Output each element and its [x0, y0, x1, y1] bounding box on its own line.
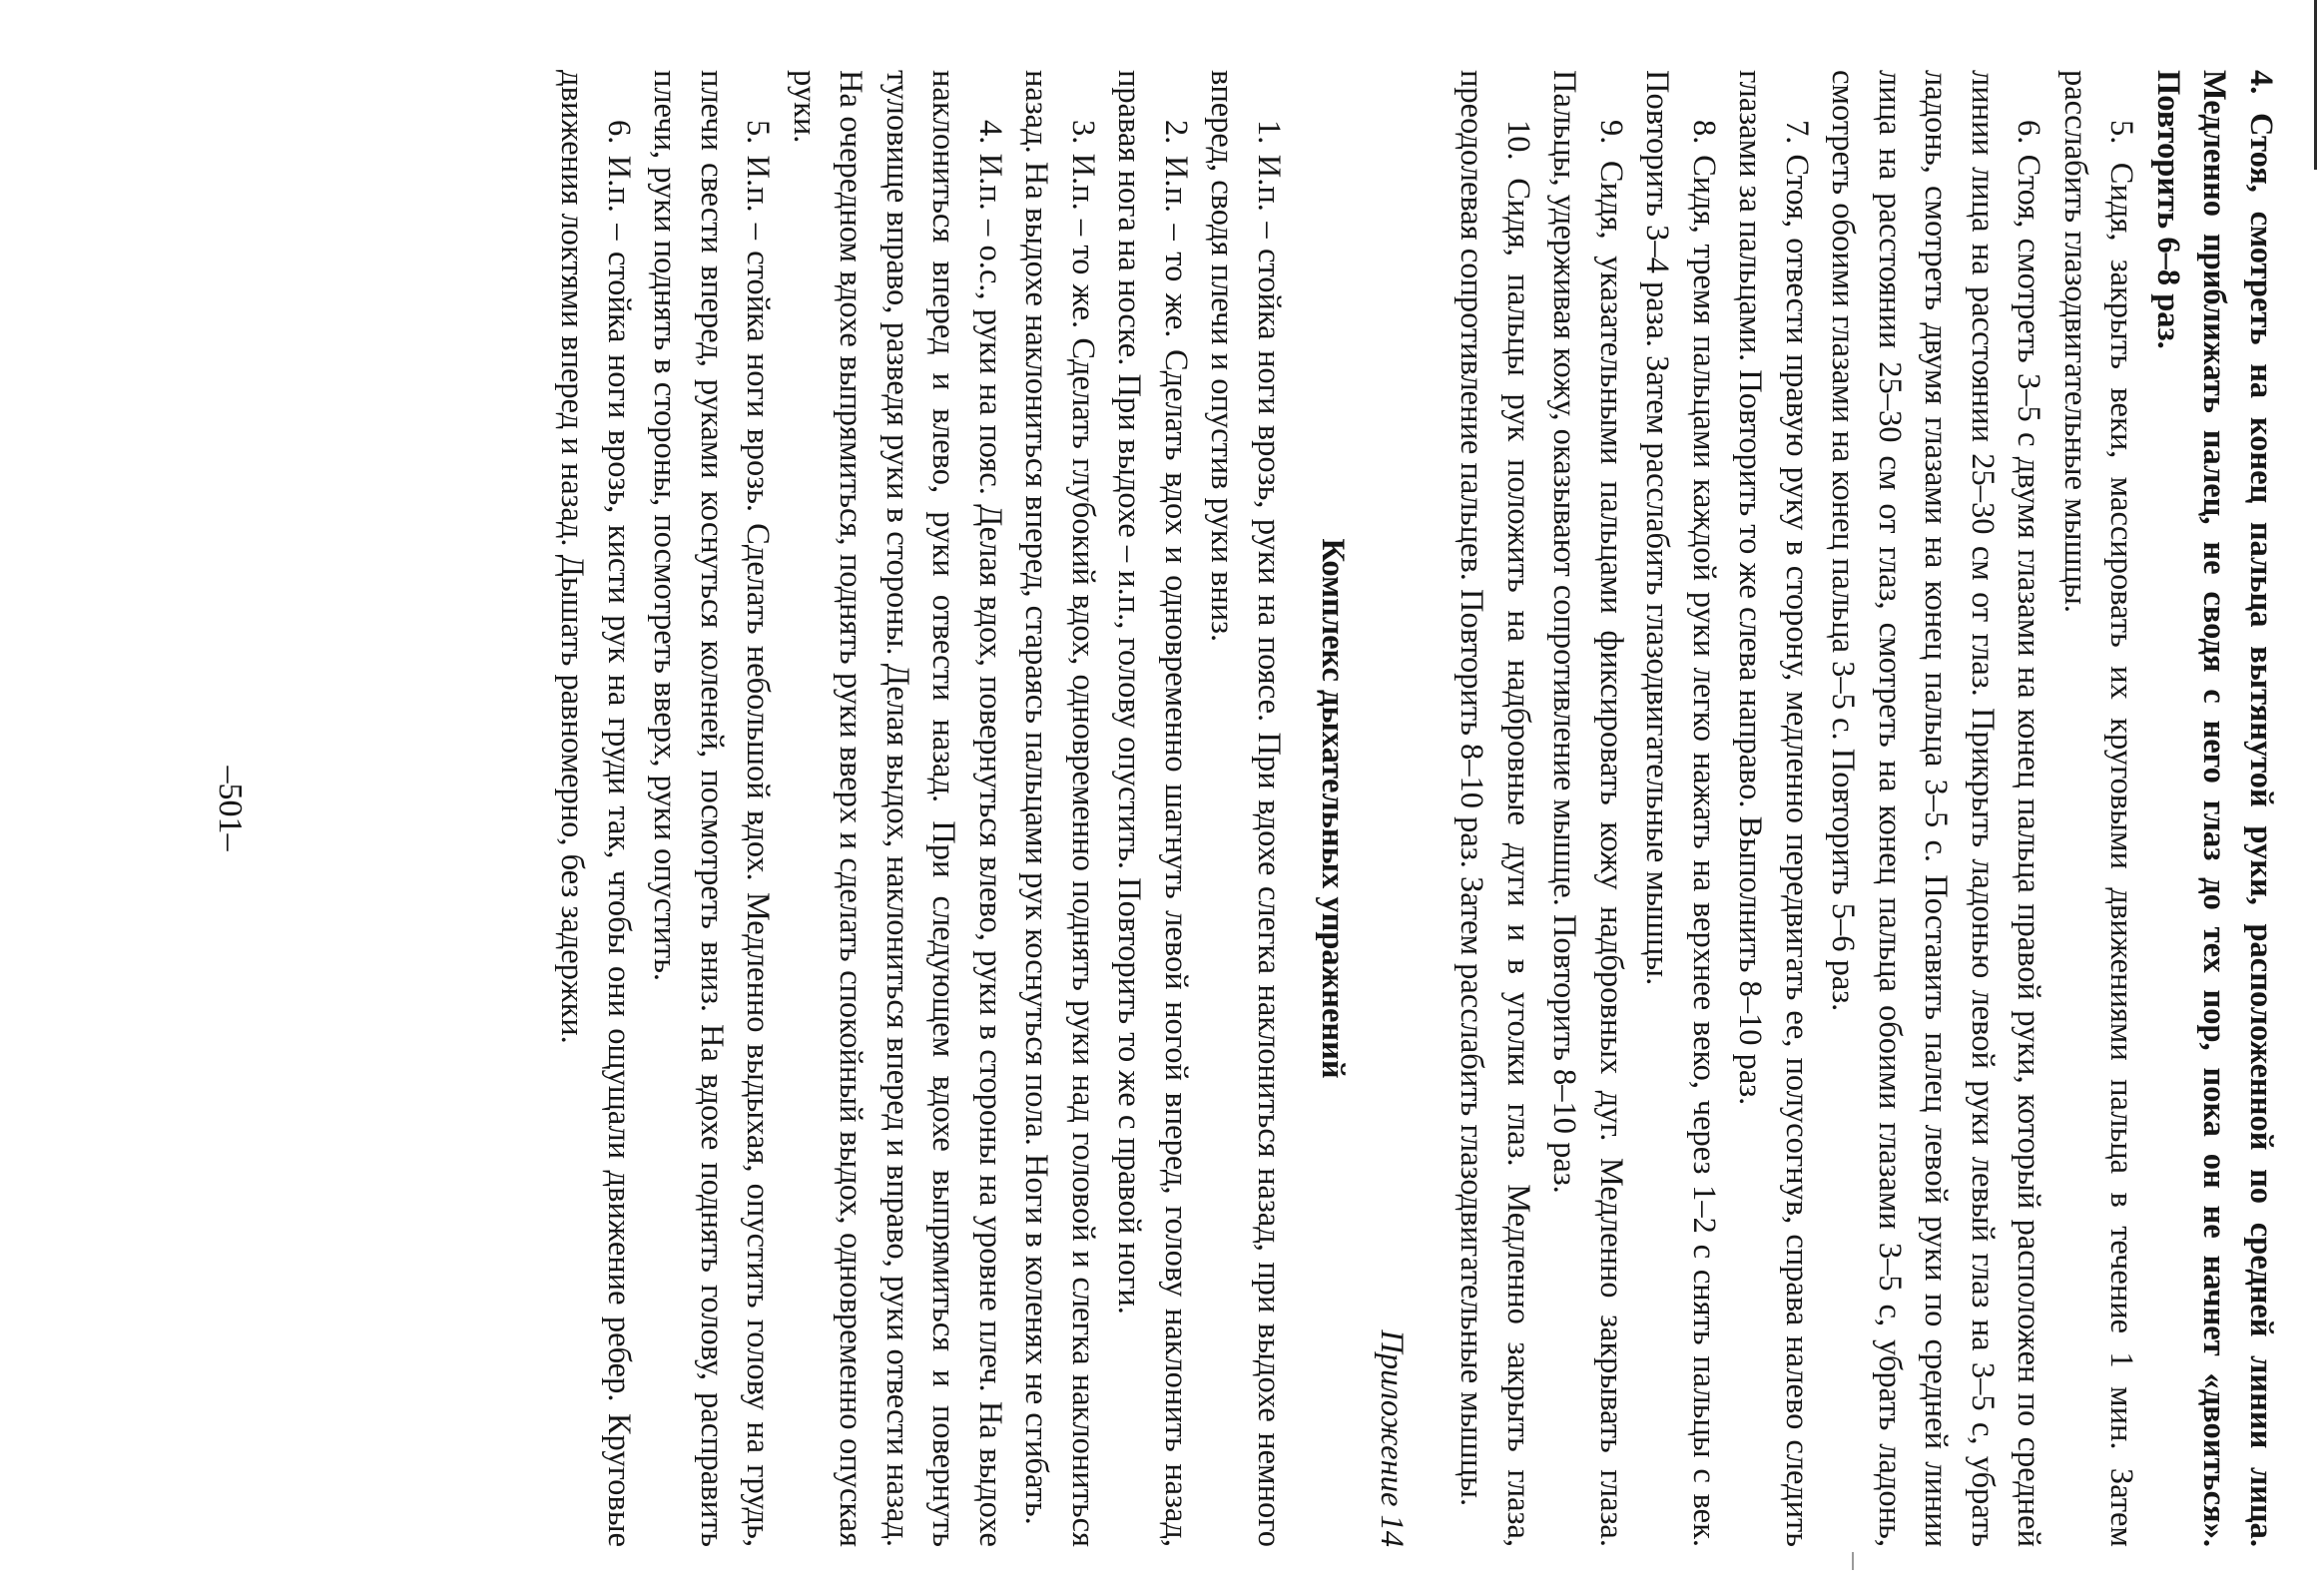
paragraph-exercise-4: 4. Стоя, смотреть на конец пальца вытянутой руки, расположенной по средней линии лица. Медленно приближать палец, не сводя с него глаз до тех пор, пока он не начнет «двоиться». Повторить 6–8 раз. — [2150, 70, 2279, 1547]
breathing-exercise-3: 3. И.п. – то же. Сделать глубокий вдох, одновременно поднять руки над головой и слегка наклониться назад. На выдохе наклониться вперед, стараясь пальцами рук коснуться пола. Ноги в коленях не сгибать. — [1018, 70, 1101, 1547]
paragraph-exercise-9: 9. Сидя, указательными пальцами фиксировать кожу надбровных дуг. Медленно закрывать глаза. Пальцы, удерживая кожу, оказывают сопротивление мышце. Повторить 8–10 раз. — [1546, 70, 1629, 1547]
page-number: –501– — [212, 766, 249, 851]
breathing-exercise-5: 5. И.п. – стойка ноги врозь. Сделать небольшой вдох. Медленно выдыхая, опустить голову на грудь, плечи свести вперед, руками коснуться коленей, посмотреть вниз. На вдохе поднять голову, расправить плечи, руки поднять в стороны, посмотреть вверх, руки опустить. — [647, 70, 777, 1547]
paragraph-exercise-8: 8. Сидя, тремя пальцами каждой руки легко нажать на верхнее веко, через 1–2 с снять пальцы с век. Повторить 3–4 раза. Затем расслабить глазодвигательные мышцы. — [1639, 70, 1722, 1547]
paragraph-exercise-6: 6. Стоя, смотреть 3–5 с двумя глазами на конец пальца правой руки, который расположен по средней линии лица на расстоянии 25–30 см от глаз. Прикрыть ладонью левой руки левый глаз на 3–5 с, убрать ладонь, смотреть двумя глазами на конец пальца 3–5 с. Поставить палец левой руки по средней линии лица на расстоянии 25–30 см от глаз, смотреть на конец пальца обоими глазами 3–5 с, убрать ладонь, смотреть обоими глазами на конец пальца 3–5 с. Повторить 5–6 раз. — [1825, 70, 2047, 1547]
breathing-exercise-1: 1. И.п. – стойка ноги врозь, руки на поясе. При вдохе слегка наклониться назад, при выдохе немного вперед, сводя плечи и опустив руки вниз. — [1204, 70, 1287, 1547]
rotated-page-body — [108, 70, 2284, 1547]
page-edge-shadow — [2314, 0, 2317, 170]
paragraph-exercise-7: 7. Стоя, отвести правую руку в сторону, медленно передвигать ее, полусогнув, справа налево следить глазами за пальцами. Повторить то же слева направо. Выполнить 8–10 раз. — [1732, 70, 1815, 1547]
paragraph-exercise-5: 5. Сидя, закрыть веки, массировать их круговыми движениями пальца в течение 1 мин. Затем расслабить глазодвигательные мышцы. — [2057, 70, 2140, 1547]
paragraph-exercise-10: 10. Сидя, пальцы рук положить на надбровные дуги и в уголки глаз. Медленно закрыть глаза, преодолевая сопротивление пальцев. Повторить 8–10 раз. Затем расслабить глазодвигательные мышцы. — [1453, 70, 1536, 1547]
scan-speck — [1852, 1552, 1854, 1570]
breathing-exercise-2: 2. И.п. – то же. Сделать вдох и одновременно шагнуть левой ногой вперед, голову наклонить назад, правая нога на носке. При выдохе – и.п., голову опустить. Повторить то же с правой ноги. — [1111, 70, 1194, 1547]
appendix-label: Приложение 14 — [1374, 1329, 1410, 1547]
section-heading: Комплекс дыхательных упражнений — [1315, 538, 1352, 1079]
breathing-exercise-6: 6. И.п. – стойка ноги врозь, кисти рук на груди так, чтобы они ощущали движение ребер. Круговые движения локтями вперед и назад. Дышать равномерно, без задержки. — [554, 70, 637, 1547]
breathing-exercise-4: 4. И.п. – о.с., руки на пояс. Делая вдох, повернуться влево, руки в стороны на уровне плеч. На выдохе наклониться вперед и влево, руки отвести назад. При следующем вдохе выпрямиться и повернуть туловище вправо, разведя руки в стороны. Делая выдох, наклониться вперед и вправо, руки отвести назад. На очередном вдохе выпрямиться, поднять руки вверх и сделать спокойный выдох, одновременно опуская руки. — [787, 70, 1008, 1547]
